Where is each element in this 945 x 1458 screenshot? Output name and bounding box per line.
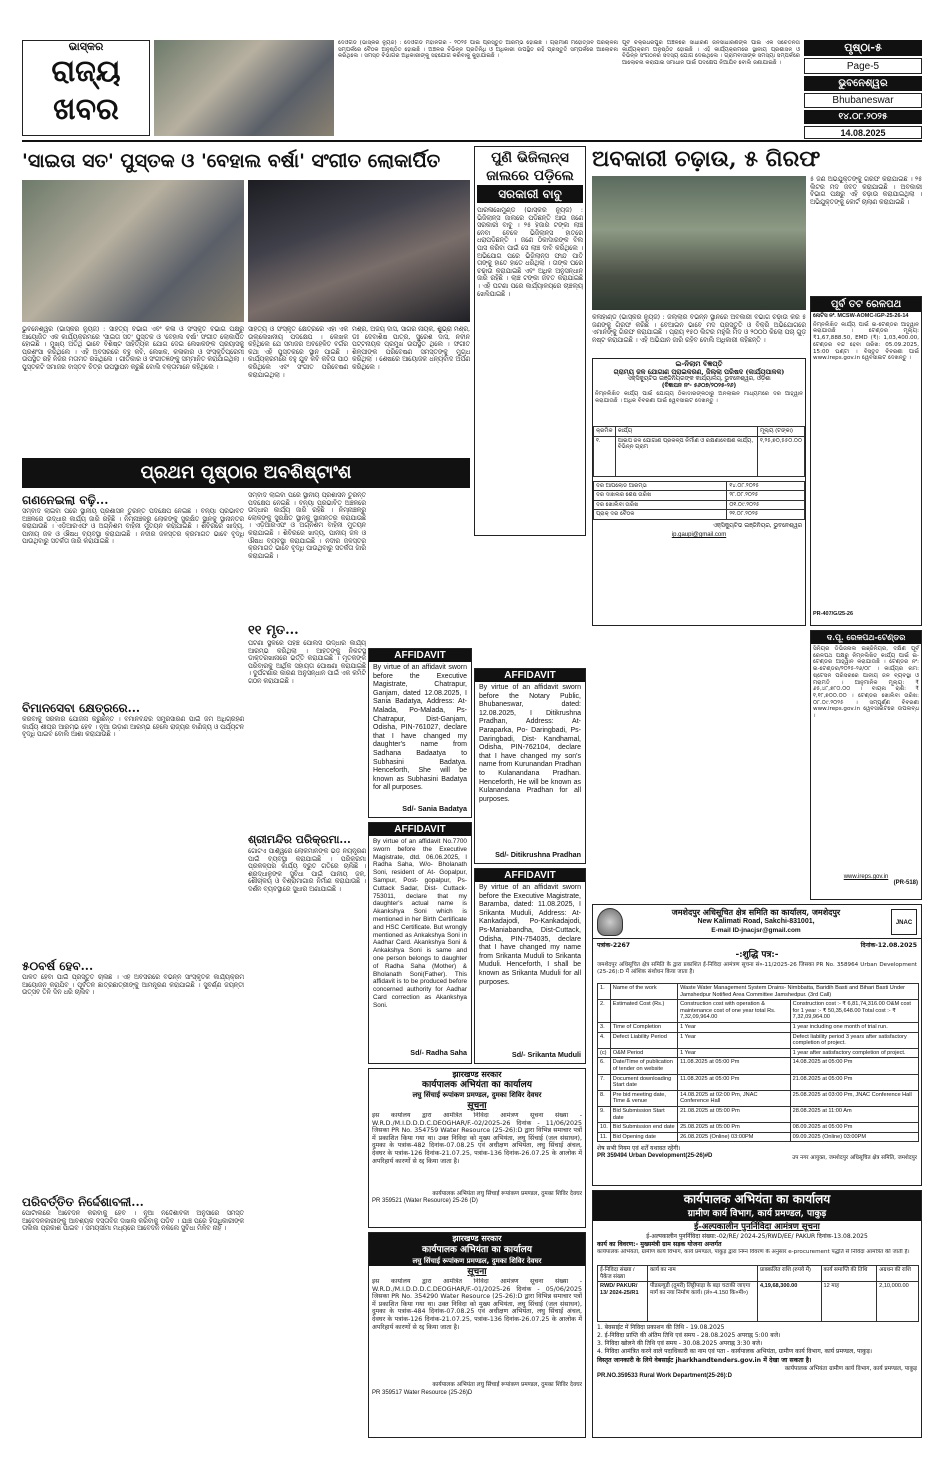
affidavit-4 [474,868,586,1064]
dumka1-gov: झारखण्ड सरकार [452,1069,502,1079]
cont-s3-title: ୫୦ବର୍ଷ ହେବ... [22,959,94,973]
jnac-date: दिनांक-12.08.2025 [860,942,917,949]
babu-body: ପାରଳାଖେମୁଣ୍ଡି (ଭାସ୍କର ନ୍ୟୁଜ) : ଭିଜିଲାନ୍ସ ଜାଲରେ ପଡ଼ିଛନ୍ତି ଆଉ ଜଣେ ସରକାରୀ ବାବୁ । ୨୫ ହଜାର ଟଙ୍କା ଲାଞ୍ଚ ନେବା ବେଳେ ଭିଜିଲାନ୍ସ ହାତରେ ଧରାପଡ଼ିଛନ୍ତି । ଜଣେ ଠିକାଦାରଙ୍କ ବିଲ ପାସ କରିବା ପାଇଁ ସେ ଲାଞ୍ଚ ଦାବି କରିଥିଲେ । ଅଭିଯୋଗ ପରେ ଭିଜିଲାନ୍ସ ଫାନ୍ଦ ପାତି ତାଙ୍କୁ ହାତେ ହାତେ ଧରିଥିଲା । ତାଙ୍କ ଘରେ ଚଢାଉ କରାଯାଇଛି ଏବଂ ଅଧିକ ଅନୁସନ୍ଧାନ ଜାରି ରହିଛି । ଲାଞ୍ଚ ଟଙ୍କା ଜବତ କରାଯାଇଛି । ଏହି ଘଟଣା ପରେ କାର୍ଯ୍ୟାଳୟରେ ଚାଞ୍ଚଲ୍ୟ ଖେଳିଯାଇଛି । [477,207,583,298]
dumka-notice-2 [368,1232,586,1438]
affidavit-title: AFFIDAVIT [475,869,585,882]
dumka2-pr: PR 359517 Water Resource (25-26)D [372,1390,473,1396]
pakur-sign: कार्यपालक अभियंता ग्रामीण कार्य विभाग, कार्य प्रमण्डल, पाकुड़ [784,1366,917,1373]
jnac-emblem-icon [597,908,623,936]
tender-top-banner: ଇ-ନିଲାମ ବିଜ୍ଞପ୍ତି [675,359,723,368]
table-cell: 09.09.2025 (Online) 03:00PM [790,1132,918,1142]
lead-body-mid: ସାହିତ୍ୟ ଓ ସଂସ୍କୃତି କ୍ଷେତ୍ରରେ ଏହା ଏକ ଉଲ୍ଲେଖନୀୟ ପଦକ୍ଷେପ । ଲେଖକ କହିଥିଲେ ଯେ ସମାଜର ଅବହେଳିତ ବର୍ଗର କଥା ଏହି ପୁସ୍ତକରେ ସ୍ଥାନ ପାଇଛି । କାର୍ଯ୍ୟକ୍ରମରେ ବହୁ ଯୁବ କବି କବିତା ପାଠ କରିଥିଲେ ଏବଂ ସଂଗୀତ ପରିବେଷଣ କରାଯାଇଥିଲା । [248,326,348,379]
east-coast-notice [810,296,922,626]
babu-headline-3: ସରକାରୀ ବାବୁ [477,185,583,203]
pakur-point-2: 2. ई-निविदा प्राप्ति की अंतिम तिथि एवं समय - 28.08.2025 अपराह्न 5:00 बजे। [597,1332,781,1340]
table-cell: 25.08.2025 at 05:00 Pm [678,1123,791,1133]
table-cell: 4,19,68,300.00 [758,1282,822,1322]
table-cell: 1 Year [678,1048,791,1058]
dumka2-gov: झारखण्ड सरकार [369,1233,585,1244]
table-row [598,1132,919,1142]
tender-top [592,358,806,626]
tender-top-body: ନିମ୍ନଲିଖିତ କାର୍ଯ୍ୟ ପାଇଁ ଯୋଗ୍ୟ ଠିକାଦାରଙ୍କଠାରୁ ଅନଲାଇନ ମାଧ୍ୟମରେ ଦର ଆହ୍ୱାନ କରାଯାଉଛି । ଅଧିକ ବିବରଣୀ ପାଇଁ ୱେବସାଇଟ ଦେଖନ୍ତୁ । [595,391,803,404]
dumka1-body: इस कार्यालय द्वारा आमंत्रित निविदा आमंत्रण सूचना संख्या - W.R.D./M.I.D.D.D.C.DEOGHAR/F.-02/2025-26 दिनांक - 11/06/2025 जिसका PR No. 354759 Water Resource (25-26):D द्वारा विभिन्न समाचार पत्रों में प्रकाशित किया गया था। उक्त निविदा को मुख्य अभियंता, लघु सिंचाई (जल संसाधन), दुमका के पत्रांक-482 दिनांक-07.08.25 एवं अधीक्षण अभियंता, लघु सिंचाई अंचल, देवघर के पत्रांक-126 दिनांक-21.07.25, पत्रांक-136 दिनांक-26.07.25 के आलोक में अपरिहार्य कारणों से रद्द किया जाता है। [372,1112,582,1165]
date-odia: ୧୪.୦୮.୨୦୨୫ [804,110,922,124]
table-cell: 9. [598,1106,611,1122]
jnac-intro: जमशेदपुर अधिसूचित क्षेत्र समिति के द्वारा प्रकाशित ई-निविदा आमंत्रण सूचना सं०-11/2025-26 जिसका PR No. 358964 Urban Development (25-26):D में आंशिक संशोधन किया जाता है। [597,962,917,975]
table-cell: Time of Completion [610,1022,677,1032]
dumka-notice-1 [368,1068,586,1228]
pakur-col-1: कार्य का नाम [648,1266,758,1282]
cont-s2-body: କରିବାକୁ ସରକାର ଯୋଜନା କରୁଛନ୍ତି । ବିମାନବନ୍ଦର ସମ୍ପ୍ରସାରଣ ପାଇଁ ଜମି ଅଧିଗ୍ରହଣ କାର୍ଯ୍ୟ ଶୀଘ୍ର ଆରମ୍ଭ ହେବ । ନୂଆ ଉଡ଼ାଣ ଆରମ୍ଭ ହେଲେ ରାଜ୍ୟର ବାଣିଜ୍ୟ ଓ ପର୍ଯ୍ୟଟନ ବୃଦ୍ଧି ପାଇବ ବୋଲି ଆଶା କରାଯାଉଛି । [22,716,244,739]
cont-s5-title: ୧୧ ମୃତ... [248,623,299,638]
tender-top-footer: ଏକ୍ସିକ୍ୟୁଟିଭ ଇଞ୍ଜିନିୟର, ଭୁବନେଶ୍ୱର [712,522,802,529]
jnac-note: शेष सभी नियम एवं शर्तें यथावत रहेंगी। [597,1145,681,1153]
lead-body-right: ମିଶ୍ର, ଅଜୟ ଦାସ, ସାଗର ନାୟକ, ଶୁଭ୍ରା ମିଶ୍ର, ଡଃ ଦେବାଶିଷ ପାତ୍ର, ସୁରେଶ ଦାସ, ନବୀନ ପଟ୍ଟନାୟକ ପ୍ରମୁଖ ଉପସ୍ଥିତ ଥିଲେ । ସଂଗୀତ ଶିଳ୍ପୀଙ୍କ ପରିବେଷଣ ସମସ୍ତଙ୍କୁ ମୁଗ୍ଧ କରିଥିଲା । ଶେଷରେ ଆୟୋଜକ ଧନ୍ୟବାଦ ଅର୍ପଣ କରିଥିଲେ । [352,326,470,371]
tender-top-org: ଗ୍ରାମ୍ୟ ଜଳ ଯୋଗାଣ ପ୍ରାଇକରଣ, ଜିଲ୍ଲା ପରିଷଦ (କାର୍ଯ୍ୟପାଳକ) [613,368,785,376]
affidavit-title: AFFIDAVIT [369,823,471,836]
table-cell: 2,10,000.00 [877,1282,919,1322]
tender-top-ref: (ବିଜ୍ଞାପନ ନଂ- ୫୬୦୭/୨୦୨୫-୨୬) [661,383,737,389]
tender-top-col-1: କାର୍ଯ୍ୟ [615,427,757,437]
table-cell: ୦୧.୦୯.୨୦୨୫ [727,500,805,510]
east-coast-no: ନୋଟିସ ନଂ. MCSW-AOMC-IGP-25-26-14 [813,313,909,319]
jnac-logo: JNAC [891,909,917,935]
pakur-col-2: प्राक्कलित राशि (रुपये में) [758,1266,822,1282]
lead-photo-2 [248,180,470,322]
page-label-en: Page-5 [804,58,922,74]
table-row [598,1058,919,1074]
table-cell: 11.08.2025 at 05:00 Pm [678,1058,791,1074]
table-row [594,436,805,476]
table-cell: (c) [598,1048,611,1058]
table-cell: 25.08.2025 at 03:00 Pm, JNAC Conference Hall [790,1090,918,1106]
pakur-desc: कार्य का विवरण:- मुख्यमंत्री ग्राम सड़क योजना अन्तर्गत [597,1241,722,1248]
city-odia: ଭୁବନେଶ୍ୱର [804,76,922,91]
table-cell: Bid Opening date [610,1132,677,1142]
excise-photo [592,176,806,310]
lead-headline: 'ସାଇତା ସତ' ପୁସ୍ତକ ଓ 'ବେହାଲ ବର୍ଷା' ସଂଗୀତ ଲୋକାର୍ପିତ [22,150,441,172]
table-cell: ଦର ଦାଖଲର ଶେଷ ତାରିଖ [594,491,727,501]
table-row [598,1074,919,1090]
top-story-right: ପୂର୍ବ ଚକ୍ରଧରପୁର ଅଞ୍ଚଳରେ ସାଧାରଣ ଜନସାଧାରଣଙ୍କ ପାଇଁ ଏକ ସଚେତନତା କାର୍ଯ୍ୟକ୍ରମ ଅନୁଷ୍ଠିତ ହୋଇଛି । ଏହି କାର୍ଯ୍ୟକ୍ରମରେ ସ୍ଥାନୀୟ ପ୍ରଶାସନ ଓ ବିଭିନ୍ନ ସଂଗଠନର ସଦସ୍ୟ ଯୋଗ ଦେଇଥିଲେ । ଗ୍ରାମବାସୀଙ୍କ ସମସ୍ୟା ସମ୍ପର୍କରେ ଆଲୋଚନା କରାଯାଇ ସମାଧାନ ପାଇଁ ପଦକ୍ଷେପ ନିଆଯିବ ବୋଲି ଜଣାଯାଇଛି । [622,40,800,67]
affidavit-body: By virtue of an affidavit sworn before the Notary Public, Bhubaneswar, dated: 12.08.2025, I Ditikrushna Pradhan, Address: At- Paraparka, Po- Daringbadi, Ps- Daringbadi, Dist- Kandhamal, Odisha, PIN-762104, declare that I have changed my son's name from Kurunandan Pradhan to Kulanandana Pradhan. Henceforth, He will be known as Kulanandana Pradhan for all purposes. [479,684,581,803]
dumka2-body: इस कार्यालय द्वारा आमंत्रित निविदा आमंत्रण सूचना संख्या - W.R.D./M.I.D.D.D.C.DEOGHAR/F.-01/2025-26 दिनांक - 05/06/2025 जिसका PR No. 354290 Water Resource (25-26):D द्वारा विभिन्न समाचार पत्रों में प्रकाशित किया गया था। उक्त निविदा को मुख्य अभियंता, लघु सिंचाई (जल संसाधन), दुमका के पत्रांक-484 दिनांक-07.08.25 एवं अधीक्षण अभियंता, लघु सिंचाई अंचल, देवघर के पत्रांक-126 दिनांक-21.07.25, पत्रांक-136 दिनांक-26.07.25 के आलोक में अपरिहार्य कारणों से रद्द किया जाता है। [372,1278,582,1331]
excise-body: କଳାହାଣ୍ଡି (ଭାସ୍କର ନ୍ୟୁଜ) : ଜିଲ୍ଲାର ବିଭିନ୍ନ ସ୍ଥାନରେ ଅବକାରୀ ବିଭାଗ ଚଢ଼ାଉ କରି ୫ ଜଣଙ୍କୁ ଗିରଫ କରିଛି । ବେଆଇନ ଭାବେ ମଦ ପ୍ରସ୍ତୁତି ଓ ବିକ୍ରି ଅଭିଯୋଗରେ ଏମାନଙ୍କୁ ଗିରଫ କରାଯାଇଛି । ପ୍ରାୟ ୧୫୦ ଲିଟର ମହୁଲି ମଦ ଓ ୨୦୦୦ କିଲୋ ପଚା ଗୁଡ଼ ନଷ୍ଟ କରାଯାଇଛି । ଏହି ଅଭିଯାନ ଜାରି ରହିବ ବୋଲି ଅଧିକାରୀ କହିଛନ୍ତି । [592,314,806,344]
east-coast-body: ନିମ୍ନଲିଖିତ କାର୍ଯ୍ୟ ପାଇଁ ଇ-ଟେଣ୍ଡର ଆହ୍ୱାନ କରାଯାଉଛି । ଟେଣ୍ଡର ମୂଲ୍ୟ: ₹1,67,888.50, EMD (₹): 1,03,400.00, ଟେଣ୍ଡର ବନ୍ଦ ହେବା ତାରିଖ: 05.09.2025, 15:00 ଘଣ୍ଟା । ବିସ୍ତୃତ ବିବରଣୀ ପାଇଁ www.ireps.gov.in ୱେବସାଇଟ ଦେଖନ୍ତୁ । [813,321,919,362]
continued-col-2 [248,492,366,1438]
babu-headline-1: ପୁଣି ଭିଜିଲାନ୍ସ [491,150,569,166]
table-cell: 28.08.2025 at 11:00 Am [790,1106,918,1122]
dumka1-office: कार्यपालक अभियंता का कार्यालय [422,1080,532,1090]
table-row [598,1282,919,1322]
dumka2-dept: लघु सिंचाई रूपांकण प्रमण्डल, दुमका शिविर देवघर [369,1256,585,1266]
jnac-org: जमशेदपुर अधिसूचित क्षेत्र समिति का कार्यालय, जमशेदपुर [671,907,841,917]
table-cell: ୧. [594,436,616,476]
dumka1-sign: कार्यपालक अभियंता लघु सिंचाई रूपांकण प्रमण्डल, दुमका शिविर देवघर [432,1191,582,1197]
affidavit-sig: Sd/- Ditikrushna Pradhan [495,850,581,859]
pakur-table [597,1265,919,1322]
affidavit-sig: Sd/- Srikanta Muduli [511,1050,581,1059]
dumka1-title: सूचना [467,1101,487,1111]
table-row [598,1000,919,1023]
table-cell: ୨୮.୦୮.୨୦୨୫ [727,491,805,501]
tender-top-sub: ଏକ୍ସିକ୍ୟୁଟିଭ ଇଞ୍ଜିନିୟରଙ୍କ କାର୍ଯ୍ୟାଳୟ, ଭୁବନେଶ୍ୱର, ଓଡ଼ିଶା [627,376,771,382]
continued-banner: ପ୍ରଥମ ପୃଷ୍ଠାର ଅବଶିଷ୍ଟାଂଶ [22,458,470,488]
affidavit-body: By virtue of an affidavit sworn before the Executive Magistrate, Chatrapur, Ganjam, dated 12.08.2025, I Sania Badatya, Address: At-Malada, Po-Malada, Ps-Chatrapur, Dist-Ganjam, Odisha, PIN-761027, declare that I have changed my daughter's name from Sadhana Badaatya to Subhasini Badatya. Henceforth, She will be known as Subhasini Badatya for all purposes. [373,664,467,792]
table-cell: Bid Submission Start date [610,1106,677,1122]
table-cell: 1 year including one month of trial run. [790,1022,918,1032]
sw-railway-title: ଦ.ପୂ. ରେଳପଥ-ଟେଣ୍ଡର [811,631,921,644]
affidavit-2 [368,822,472,1064]
pakur-ref: ई-अल्पकालीन पुनर्निविदा संख्या:-02/RE/ 2024-25/RWD/EE/ PAKUR दिनांक-13.08.2025 [646,1233,868,1240]
brand-line2: ଖବର [53,92,119,127]
table-cell: 4. [598,1032,611,1048]
jnac-addr: New Kalimati Road, Sakchi-831001, [697,918,815,925]
pakur-col-3: कार्य समाप्ति की तिथि [821,1266,877,1282]
table-cell: ପ୍ରାକ୍ ଦର ବୈଠକ [594,510,727,520]
table-cell: ୨୧.୦୮.୨୦୨୫ [727,510,805,520]
pakur-col-0: ई-निविदा संख्या / पैकेज संख्या [598,1266,648,1282]
dumka2-title: सूचना [467,1267,487,1277]
brand-line1: ରାଜ୍ୟ [51,54,121,89]
cont-s3-body: ପାଳିତ ହେବା ପାଇଁ ପ୍ରସ୍ତୁତି ଚାଲିଛି । ଏହି ଅବସରରେ ବିଭିନ୍ନ ସାଂସ୍କୃତିକ କାର୍ଯ୍ୟକ୍ରମ ଆୟୋଜନ କରାଯିବ । ପୂର୍ବତନ ଛାତ୍ରଛାତ୍ରୀଙ୍କୁ ଆମନ୍ତ୍ରଣ କରାଯାଇଛି । ସୁବର୍ଣ୍ଣ ଜୟନ୍ତୀ ଉତ୍ସବ ତିନି ଦିନ ଧରି ଚାଲିବ । [22,974,244,997]
table-row [598,984,919,1000]
table-cell: 14.08.2025 at 05:00 Pm [790,1058,918,1074]
jnac-sign: उप नगर आयुक्त, जमशेदपुर अधिसूचित क्षेत्र समिति, जमशेदपुर [792,1155,917,1162]
dumka2-sign: कार्यपालक अभियंता लघु सिंचाई रूपांकण प्रमण्डल, दुमका शिविर देवघर [432,1382,582,1388]
cont-s4-body: ପୋର୍ଟାଲରେ ଆବେଦନ କରିବାକୁ ହେବ । ନୂଆ ନିର୍ଦ୍ଦେଶାବଳୀ ଅନୁସାରେ ସମସ୍ତ ଆବେଦନକାରୀଙ୍କୁ ଆବଶ୍ୟକ ଦସ୍ତାବିଜ ଦାଖଲ କରିବାକୁ ପଡ଼ିବ । ଯାଞ୍ଚ ପରେ ହିତାଧିକାରୀଙ୍କ ତାଲିକା ପ୍ରକାଶ ପାଇବ । ସମୟସୀମା ମଧ୍ୟରେ ଆବେଦନ ନକଲେ ସୁବିଧା ମିଳିବ ନାହିଁ । [22,1210,244,1233]
tender-top-table [593,426,805,477]
table-cell: Pre bid meeting date, Time & venue [610,1090,677,1106]
dumka1-dept: लघु सिंचाई रूपांकण प्रमण्डल, दुमका शिविर देवघर [412,1091,542,1099]
table-cell: O&M Period [610,1048,677,1058]
table-row [594,510,805,520]
table-row [598,1123,919,1133]
table-cell: 1. [598,984,611,1000]
table-cell: ଦର ଖୋଲିବା ତାରିଖ [594,500,727,510]
table-cell: Document downloading Start date [610,1074,677,1090]
dumka2-office: कार्यपालक अभियंता का कार्यालय [369,1244,585,1256]
pakur-point-3: 3. निविदा खोलने की तिथि एवं समय - 30.08.2025 अपराह्न 3:30 बजे। [597,1340,763,1348]
page-label-odia: ପୃଷ୍ଠା-୫ [804,40,922,56]
table-cell: Defect liability period 3 years after satisfactory completion of project. [790,1032,918,1048]
date-en: 14.08.2025 [804,126,922,139]
pakur-notice [592,1190,922,1438]
page-info [804,40,922,136]
pakur-office: कार्यपालक अभियंता का कार्यालय [593,1191,921,1208]
table-cell: Defect Liability Period [610,1032,677,1048]
table-cell: Construction cost with operation & maintenance cost of one year total Rs. 7,32,09,964.00 [678,1000,791,1023]
brand-top: ଭାସ୍କର [68,40,104,53]
pakur-dept: ग्रामीण कार्य विभाग, कार्य प्रमण्डल, पाकुड़ [593,1208,921,1221]
pakur-intro: कार्यपालक अभियंता, ग्रामीण कार्य विभाग, कार्य प्रमण्डल, पाकुड़ द्वारा निम्न विवरण के अनुसार e-procurement पद्धति से निविदा आमंत्रित की जाती है। [597,1249,910,1255]
table-cell: 3. [598,1022,611,1032]
affidavit-3 [474,668,586,864]
jnac-email: E-mail ID-jnacjsr@gmail.com [711,927,801,934]
masthead [22,40,150,136]
sw-railway-site[interactable]: www.ireps.gov.in [843,874,889,880]
table-cell: 6. [598,1058,611,1074]
table-cell: 7. [598,1074,611,1090]
table-row [598,1048,919,1058]
tender-top-contact[interactable]: ip.gaupi@gmail.com [671,531,727,538]
excise-body-side: ୫ ଜଣ ଅଭିଯୁକ୍ତଙ୍କୁ ଗିରଫ କରାଯାଇଛି । ୨୫ ଲିଟର ମଦ ଜବତ କରାଯାଇଛି । ଅବକାରୀ ବିଭାଗ ପକ୍ଷରୁ ଏହି ଚଢ଼ାଉ କରାଯାଇଥିଲା । ଅଭିଯୁକ୍ତଙ୍କୁ କୋର୍ଟ ଚାଲାଣ କରାଯାଇଛି । [810,176,922,206]
table-row [594,481,805,491]
table-cell: Name of the work [610,984,677,1000]
sw-railway-body: ସିନିୟର ଡିଭିଜନାଲ ଇଞ୍ଜିନିୟର, ଦକ୍ଷିଣ ପୂର୍ବ ରେଳପଥ ପକ୍ଷରୁ ନିମ୍ନଲିଖିତ କାର୍ଯ୍ୟ ପାଇଁ ଇ-ଟେଣ୍ଡର ଆହ୍ୱାନ କରାଯାଉଛି । ଟେଣ୍ଡର ନଂ: ଇ-ଟେଣ୍ଡର/୨୦୨୫-୨୬/୦୮ । କାର୍ଯ୍ୟର ନାମ: ଷ୍ଟେସନ ପରିସରରେ ପାନୀୟ ଜଳ ବ୍ୟବସ୍ଥା ଓ ମରାମତି । ଆନୁମାନିକ ମୂଲ୍ୟ: ₹ ୬୫,୪୮,୭୮୦.୦୦ । ବାୟନା ରାଶି: ₹ ୧,୧୮,୭୦୦.୦୦ । ଟେଣ୍ଡର ଖୋଲିବା ତାରିଖ: ୦୮.୦୯.୨୦୨୫ । ସମ୍ପୂର୍ଣ୍ଣ ବିବରଣୀ www.ireps.gov.in ୱେବସାଇଟରେ ଉପଲବ୍ଧ । [813,646,919,720]
table-cell: 1 Year [678,1032,791,1048]
cont-s6-title: ଶ୍ରୀମନ୍ଦିର ପରିକ୍ରମା... [248,833,351,846]
affidavit-title: AFFIDAVIT [475,669,585,682]
table-cell: Date/Time of publication of tender on website [610,1058,677,1074]
jnac-patrank: पत्रांक-2267 [597,942,631,949]
babu-story [474,146,586,536]
masthead-rule [22,140,922,142]
affidavit-body: By virtue of an affidavit sworn before the Executive Magistrate, Baramba, dated: 11.08.2025, I Srikanta Muduli, Address: At-Kankadajodi, Po-Kankadajodi, Ps-Maniabandha, Dist-Cuttack, Odisha, PIN-754035, declare that I have changed my name from Srikanta Muduli to Srikanta Muduli. Henceforth, I shall be known as Srikanta Muduli for all purposes. [479,884,581,986]
table-cell: Construction cost :- ₹ 6,81,74,316.00 O&M cost for 1 year :- ₹ 50,35,648.00 Total cost :- ₹ 7,32,09,964.00 [790,1000,918,1023]
pakur-col-4: अग्रधन की राशि [877,1266,919,1282]
cont-s6-body: ଗୋଟିଏ ପାର୍ଶ୍ୱରେ ଲୋକମାନଙ୍କ ଭିଡ଼ ନିୟନ୍ତ୍ରଣ ପାଇଁ ବ୍ୟବସ୍ଥା କରାଯାଇଛି । ପରିକ୍ରମା ପ୍ରକଳ୍ପର କାର୍ଯ୍ୟ ଦ୍ରୁତ ଗତିରେ ଚାଲିଛି । ଶ୍ରଦ୍ଧାଳୁଙ୍କ ସୁବିଧା ପାଇଁ ପାନୀୟ ଜଳ, ଶୌଚାଳୟ ଓ ବିଶ୍ରାମାଗାର ନିର୍ମାଣ କରାଯାଉଛି । ଦର୍ଶନ ବ୍ୟବସ୍ଥାରେ ସୁଧାର ଅଣାଯାଇଛି । [248,848,366,893]
jnac-table [597,983,919,1142]
table-cell: RWD/ PAKUR/ 13/ 2024-25/R1 [598,1282,648,1322]
table-cell: ଦର ଆପଲୋଡ ଆରମ୍ଭ [594,481,727,491]
pakur-title: ई-अल्पकालीन पुनर्निविदा आमंत्रण सूचना [694,1222,820,1232]
pakur-pr: PR.NO.359533 Rural Work Department(25-26):D [597,1373,732,1380]
lead-body: ଭୁବନେଶ୍ୱର (ଭାସ୍କର ନ୍ୟୁଜ) : ସାହିତ୍ୟ ବିଭାଗ ଏବଂ କଳା ଓ ସଂସ୍କୃତି ବିଭାଗ ପକ୍ଷରୁ ଆୟୋଜିତ ଏକ କାର୍ଯ୍ୟକ୍ରମରେ 'ସାଇତା ସତ' ପୁସ୍ତକ ଓ 'ବେହାଲ ବର୍ଷା' ସଂଗୀତ ଲୋକାର୍ପିତ ହୋଇଛି । ମୁଖ୍ୟ ଅତିଥି ଭାବେ ବିଶିଷ୍ଟ ସାହିତ୍ୟିକ ଯୋଗ ଦେଇ ଲେଖକଙ୍କ ପ୍ରୟାସକୁ ପ୍ରଶଂସା କରିଥିଲେ । ଏହି ଅବସରରେ ବହୁ କବି, ଲେଖକ, କଳାକାର ଓ ସଂସ୍କୃତିପ୍ରେମୀ ଉପସ୍ଥିତ ରହି ନିଜର ମତାମତ ରଖିଥିଲେ । ଗୀତିକାର ଓ ସଂଗୀତଜ୍ଞଙ୍କୁ ସମ୍ମାନିତ କରାଯାଇଥିଲା । ପୁସ୍ତକଟି ସମାଜର ବାସ୍ତବ ଚିତ୍ର ଉପସ୍ଥାପନ କରୁଛି ବୋଲି ବକ୍ତାମାନେ କହିଥିଲେ । [22,326,244,371]
east-coast-footer: PR-407/G/25-26 [813,610,854,617]
affidavit-title: AFFIDAVIT [369,649,471,662]
cont-s5-body: ଘଟଣା ସ୍ଥଳରେ ପହଞ୍ଚି ପୋଲିସ ଉଦ୍ଧାର କାର୍ଯ୍ୟ ଆରମ୍ଭ କରିଥିଲା । ଆହତଙ୍କୁ ନିକଟସ୍ଥ ଡାକ୍ତରଖାନାରେ ଭର୍ତ୍ତି କରାଯାଇଛି । ମୃତକଙ୍କ ପରିବାରକୁ ଆର୍ଥିକ ସହାୟତା ଘୋଷଣା କରାଯାଇଛି । ଦୁର୍ଘଟଣାର କାରଣ ଅନୁସନ୍ଧାନ ପାଇଁ ଏକ କମିଟି ଗଠନ କରାଯାଇଛି । [248,640,366,685]
jnac-pr: PR 359494 Urban Development(25-26)#D [597,1153,713,1160]
tender-top-col-0: କ୍ରମିକ [594,427,616,437]
table-cell: Bid Submission end date [610,1123,677,1133]
cont-s1-body: ସମ୍ବାଦ ଲାଇବା ପରେ ସ୍ଥାନୀୟ ପ୍ରଶାସନ ତୁରନ୍ତ ପଦକ୍ଷେପ ନେଇଛି । ବନ୍ୟା ପ୍ରଭାବିତ ଅଞ୍ଚଳରେ ଉଦ୍ଧାର କାର୍ଯ୍ୟ ଜାରି ରହିଛି । ନିମ୍ନାଞ୍ଚଳରୁ ଲୋକଙ୍କୁ ସୁରକ୍ଷିତ ସ୍ଥାନକୁ ସ୍ଥାନାନ୍ତର କରାଯାଉଛି । ଏଡ଼ିଆରଏଫ ଓ ଅଗ୍ନିଶମ ବାହିନୀ ମୁତୟନ କରାଯାଇଛି । ଶିବିରରେ ଖାଦ୍ୟ, ପାନୀୟ ଜଳ ଓ ଔଷଧ ବ୍ୟବସ୍ଥା କରାଯାଇଛି । ନଦୀର ଜଳସ୍ତର କ୍ରମାଗତ ଭାବେ ବୃଦ୍ଧି ପାଉଥିବାରୁ ସତର୍କତା ଜାରି କରାଯାଇଛି । [22,508,244,546]
table-cell: 11.08.2025 at 05:00 Pm [678,1074,791,1090]
east-coast-title: ପୂର୍ବ ତଟ ରେଳପଥ [811,297,921,312]
table-cell: 10. [598,1123,611,1133]
dumka1-pr: PR 359521 (Water Resource) 25-26 (D) [372,1198,478,1204]
table-cell: ୧,୨୫,୭୦,୫୫୦.୦୦ [757,436,804,476]
table-cell: 26.08.2025 (Online) 03:00PM [678,1132,791,1142]
table-cell: 1 year after satisfactory completion of project. [790,1048,918,1058]
table-cell: 1 Year [678,1022,791,1032]
table-row [598,1090,919,1106]
table-cell: 2. [598,1000,611,1023]
table-row [594,500,805,510]
pakur-point-1: 1. बेवसाईट में निविदा प्रकाशन की तिथि - 19.08.2025 [597,1324,725,1332]
table-cell: 12 माह [821,1282,877,1322]
lead-photo-1 [22,180,244,322]
table-row [598,1022,919,1032]
table-cell: 11. [598,1132,611,1142]
table-cell: Waste Water Management System Drains- Nimbbatta, Baridih Basti and Bihari Basti Under Jamshedpur Notified Area Committee Jamshedpur. (3rd Call) [678,984,919,1000]
tender-top-col-2: ମୂଲ୍ୟ (ଟଙ୍କା) [757,427,804,437]
affidavit-sig: Sd/- Sania Badatya [402,804,467,813]
masthead-photo [154,40,334,136]
tender-top-dates [593,481,805,520]
pakur-point-4: 4. निविदा आमंत्रित करने वाले पदाधिकारी का नाम एवं पता - कार्यपालक अभियंता, ग्रामीण कार्य विभाग, कार्य प्रमण्डल, पाकुड़। [597,1348,873,1356]
jnac-notice [592,904,922,1186]
table-cell: ୧୪.୦୮.୨୦୨୫ [727,481,805,491]
sw-railway-footer: (PR-518) [893,880,918,886]
table-cell: Estimated Cost (Rs.) [610,1000,677,1023]
affidavit-body: By virtue of an affidavit No.7700 sworn before the Executive Magistrate, dtd. 06.06.2025, I Radha Saha, W/o- Bholanath Soni, resident of At- Gopalpur, Sampur, Post- gopalpur, Ps-Cuttack Sadar, Dist- Cuttack-753011, declare that my daughter's actual name is Akankshya Soni which is mentioned in her Birth Certificate and HSC Certificate. But wrongly mentioned as Ankakshya Soni in Aadhar Card. Akankshya Soni & Ankakshya Soni is same and one person belongs to daughter of Radha Saha (Mother) & Bholanath Soni(Father). This affidavit is to be produced before concerned authority for Aadhar Card correction as Akankshya Soni. [373,838,467,1009]
city-en: Bhubaneswar [804,93,922,108]
cont-s4-title: ପରିବର୍ତ୍ତିତ ନିର୍ଦ୍ଦେଶାବଳୀ... [22,1195,144,1209]
cont-col2-top: ସମ୍ବାଦ ଲାଇବା ପରେ ସ୍ଥାନୀୟ ପ୍ରଶାସନ ତୁରନ୍ତ ପଦକ୍ଷେପ ନେଇଛି । ବନ୍ୟା ପ୍ରଭାବିତ ଅଞ୍ଚଳରେ ଉଦ୍ଧାର କାର୍ଯ୍ୟ ଜାରି ରହିଛି । ନିମ୍ନାଞ୍ଚଳରୁ ଲୋକଙ୍କୁ ସୁରକ୍ଷିତ ସ୍ଥାନକୁ ସ୍ଥାନାନ୍ତର କରାଯାଉଛି । ଏଡ଼ିଆରଏଫ ଓ ଅଗ୍ନିଶମ ବାହିନୀ ମୁତୟନ କରାଯାଇଛି । ଶିବିରରେ ଖାଦ୍ୟ, ପାନୀୟ ଜଳ ଓ ଔଷଧ ବ୍ୟବସ୍ଥା କରାଯାଇଛି । ନଦୀର ଜଳସ୍ତର କ୍ରମାଗତ ଭାବେ ବୃଦ୍ଧି ପାଉଥିବାରୁ ସତର୍କତା ଜାରି କରାଯାଇଛି । [248,492,366,560]
affidavit-1 [368,648,472,818]
affidavit-sig: Sd/- Radha Saha [410,1048,467,1057]
continued-col-1 [22,492,244,1438]
table-row [594,491,805,501]
table-row [598,1106,919,1122]
excise-headline: ଅବକାରୀ ଚଢ଼ାଉ, ୫ ଗିରଫ [592,146,821,172]
table-row [598,1032,919,1048]
babu-headline-2: ଜାଲରେ ପଡ଼ିଲେ [486,168,574,184]
table-cell: 08.09.2025 at 05:00 Pm [790,1123,918,1133]
sw-railway-notice [810,630,922,900]
top-story: ଦେଓଗଡ (ଭାସ୍କର ନ୍ୟୁଜ) : ଦେଓଗଡ ମହାନଗର - ୨୦୨୫ ପାଇଁ ପ୍ରସ୍ତୁତି ଆରମ୍ଭ ହୋଇଛି । ଗ୍ରାମୀଣ ମହୋତ୍ସବ ପରିଚାଳନା ସମ୍ପର୍କରେ ବୈଠକ ଅନୁଷ୍ଠିତ ହୋଇଛି । ଅଞ୍ଚଳର ବିଭିନ୍ନ ପ୍ରତିନିଧି ଓ ଅଧିକାରୀ ଉପସ୍ଥିତ ରହି ପ୍ରସ୍ତୁତି ସମ୍ପର୍କରେ ଆଲୋଚନା କରିଥିଲେ । ସମସ୍ତ ବିଭାଗର ଅଧିକାରୀଙ୍କୁ ସହଯୋଗ କରିବାକୁ କୁହାଯାଇଛି । [338,40,618,60]
table-cell: 21.08.2025 at 05:00 Pm [790,1074,918,1090]
table-cell: 8. [598,1090,611,1106]
table-cell: 14.08.2025 at 02:00 Pm, JNAC Conference Hall [678,1090,791,1106]
table-cell: 21.08.2025 at 05:00 Pm [678,1106,791,1122]
table-cell: ପାଇପ ଜଳ ଯୋଗାଣ ପ୍ରକଳ୍ପ ନିର୍ମାଣ ଓ ରକ୍ଷଣାବେକ୍ଷଣ କାର୍ଯ୍ୟ, ବିଭିନ୍ନ ଗ୍ରାମ [615,436,757,476]
cont-s2-title: ବିମାନସେବା କ୍ଷେତ୍ରରେ... [22,701,141,715]
jnac-title: -:शुद्धि पत्र:- [735,950,779,960]
cont-s1-title: ଗଣନେଇଲା ବଢ଼ି... [22,493,109,507]
pakur-site-note: विस्तृत जानकारी के लिये वेबसाईट jharkhandtenders.gov.in में देखा जा सकता है। [597,1357,812,1365]
table-cell: पीडब्ल्यूडी (दुमरी) लिट्टीपाड़ा के बड़ा चटाकी जाएगा मार्ग का नया निर्माण कार्य। (लं०-4.150 कि०मी०) [648,1282,758,1322]
